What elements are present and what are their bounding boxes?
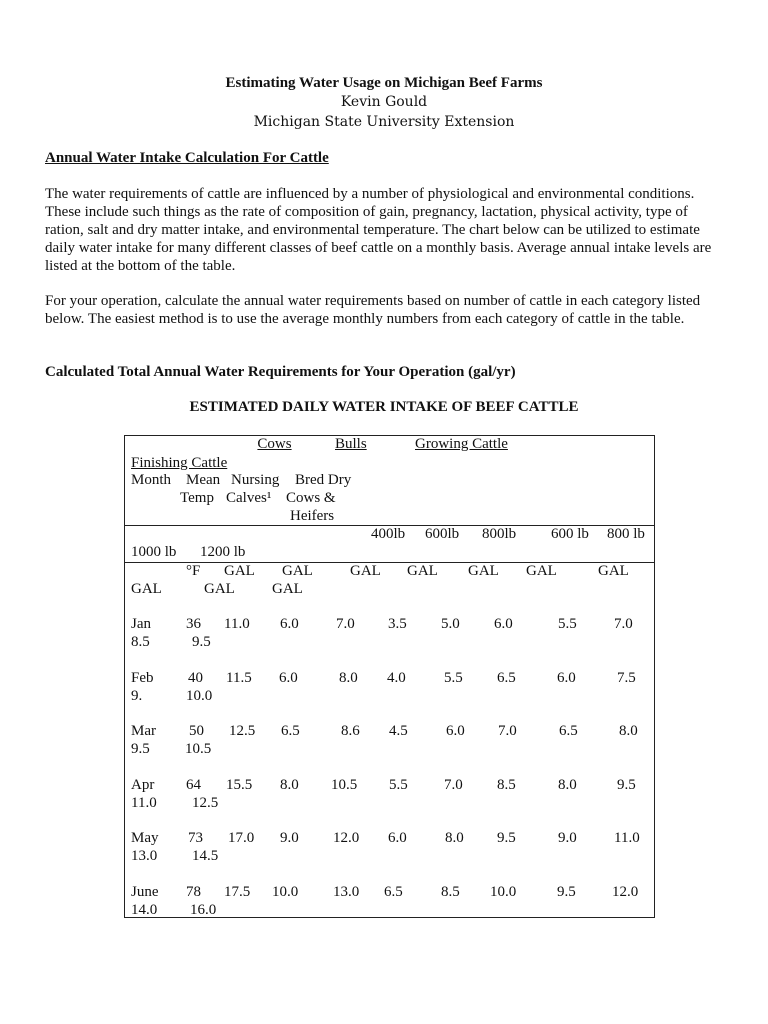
- value-cell: 12.5: [192, 795, 219, 811]
- finishing-1000-header: 1000 lb: [131, 544, 177, 560]
- unit-gal: GAL: [468, 563, 499, 579]
- value-cell: 7.0: [336, 616, 355, 632]
- value-cell: 9.5: [617, 777, 636, 793]
- value-cell: 11.0: [224, 616, 250, 632]
- value-cell: 14.0: [131, 902, 158, 918]
- bulls-group-header: Bulls: [335, 436, 367, 452]
- unit-gal: GAL: [350, 563, 381, 579]
- value-cell: 8.5: [441, 884, 460, 900]
- value-cell: 3.5: [388, 616, 407, 632]
- value-cell: 13.0: [333, 884, 360, 900]
- heifers-col-header: Heifers: [290, 508, 335, 524]
- value-cell: 9.5: [131, 741, 150, 757]
- finishing-1200-header: 1200 lb: [200, 544, 246, 560]
- value-cell: 17.5: [224, 884, 251, 900]
- value-cell: 6.0: [557, 670, 576, 686]
- calculation-heading: Calculated Total Annual Water Requirements for Your Operation (gal/yr): [45, 364, 516, 380]
- temp-col-header: Temp: [180, 490, 214, 506]
- paragraph-line: For your operation, calculate the annual water requirements based on number of cattle in each category listed: [45, 293, 701, 309]
- cows-and-col-header: Cows &: [286, 490, 336, 506]
- temp-cell: 78: [186, 884, 201, 900]
- month-cell: June: [131, 884, 159, 900]
- value-cell: 10.0: [186, 688, 213, 704]
- unit-gal: GAL: [282, 563, 313, 579]
- month-cell: Jan: [131, 616, 151, 632]
- value-cell: 6.5: [497, 670, 516, 686]
- value-cell: 11.5: [226, 670, 252, 686]
- unit-gal: GAL: [526, 563, 557, 579]
- unit-gal: GAL: [598, 563, 629, 579]
- temp-cell: 50: [189, 723, 204, 739]
- value-cell: 5.5: [444, 670, 463, 686]
- table-divider: [124, 562, 655, 563]
- calves-col-header: Calves¹: [226, 490, 272, 506]
- value-cell: 8.6: [341, 723, 360, 739]
- value-cell: 11.0: [614, 830, 640, 846]
- value-cell: 6.0: [388, 830, 407, 846]
- month-col-header: Month: [131, 472, 172, 488]
- value-cell: 13.0: [131, 848, 158, 864]
- value-cell: 9.5: [192, 634, 211, 650]
- month-cell: Mar: [131, 723, 156, 739]
- finishing-800-header: 800 lb: [607, 526, 645, 542]
- value-cell: 9.5: [557, 884, 576, 900]
- value-cell: 7.0: [498, 723, 517, 739]
- unit-gal: GAL: [204, 581, 235, 597]
- value-cell: 8.5: [497, 777, 516, 793]
- temp-cell: 73: [188, 830, 203, 846]
- value-cell: 7.0: [614, 616, 633, 632]
- temp-cell: 36: [186, 616, 201, 632]
- instructions-paragraph: [45, 292, 725, 328]
- value-cell: 8.5: [131, 634, 150, 650]
- intro-paragraph: [45, 185, 725, 275]
- value-cell: 6.5: [281, 723, 300, 739]
- value-cell: 8.0: [619, 723, 638, 739]
- paragraph-line: listed at the bottom of the table.: [45, 258, 236, 274]
- value-cell: 17.0: [228, 830, 255, 846]
- value-cell: 9.0: [280, 830, 299, 846]
- value-cell: 4.5: [389, 723, 408, 739]
- table-title: ESTIMATED DAILY WATER INTAKE OF BEEF CATTLE: [189, 399, 579, 415]
- nursing-col-header: Nursing: [231, 472, 280, 488]
- finishing-600-header: 600 lb: [551, 526, 589, 542]
- paragraph-line: These include such things as the rate of composition of gain, pregnancy, lactation, physical activity, type of: [45, 204, 688, 220]
- weight-600-header: 600lb: [425, 526, 460, 542]
- value-cell: 10.0: [490, 884, 517, 900]
- value-cell: 9.0: [558, 830, 577, 846]
- value-cell: 10.5: [185, 741, 212, 757]
- bred-dry-col-header: Bred Dry: [295, 472, 352, 488]
- value-cell: 12.5: [229, 723, 256, 739]
- temp-cell: 40: [188, 670, 203, 686]
- value-cell: 12.0: [333, 830, 360, 846]
- value-cell: 10.5: [331, 777, 358, 793]
- value-cell: 7.0: [444, 777, 463, 793]
- unit-fahrenheit: °F: [186, 563, 201, 579]
- paragraph-line: below. The easiest method is to use the average monthly numbers from each category of cattle in the table.: [45, 311, 685, 327]
- paragraph-line: ration, salt and dry matter intake, and environmental temperature. The chart below can be utilized to estimate: [45, 222, 700, 238]
- temp-cell: 64: [186, 777, 201, 793]
- month-cell: Feb: [131, 670, 154, 686]
- value-cell: 14.5: [192, 848, 219, 864]
- value-cell: 5.5: [389, 777, 408, 793]
- value-cell: 8.0: [558, 777, 577, 793]
- cows-group-header: Cows: [257, 436, 292, 452]
- paragraph-line: The water requirements of cattle are influenced by a number of physiological and environmental conditions.: [45, 186, 695, 202]
- weight-800-header: 800lb: [482, 526, 517, 542]
- value-cell: 6.0: [280, 616, 299, 632]
- author-name: Kevin Gould: [340, 94, 428, 110]
- section-heading: Annual Water Intake Calculation For Cattle: [45, 150, 329, 166]
- value-cell: 8.0: [280, 777, 299, 793]
- value-cell: 16.0: [190, 902, 217, 918]
- month-cell: May: [131, 830, 159, 846]
- value-cell: 6.5: [384, 884, 403, 900]
- document-title: Estimating Water Usage on Michigan Beef Farms: [225, 75, 543, 91]
- value-cell: 12.0: [612, 884, 639, 900]
- value-cell: 5.5: [558, 616, 577, 632]
- finishing-group-header: Finishing Cattle: [131, 455, 228, 471]
- unit-gal: GAL: [407, 563, 438, 579]
- institution-name: Michigan State University Extension: [253, 114, 515, 130]
- weight-400-header: 400lb: [371, 526, 406, 542]
- value-cell: 9.5: [497, 830, 516, 846]
- value-cell: 11.0: [131, 795, 157, 811]
- value-cell: 8.0: [339, 670, 358, 686]
- unit-gal: GAL: [224, 563, 255, 579]
- value-cell: 6.0: [494, 616, 513, 632]
- value-cell: 6.5: [559, 723, 578, 739]
- mean-col-header: Mean: [186, 472, 221, 488]
- growing-group-header: Growing Cattle: [415, 436, 508, 452]
- value-cell: 15.5: [226, 777, 253, 793]
- value-cell: 4.0: [387, 670, 406, 686]
- value-cell: 9.: [131, 688, 143, 704]
- unit-gal: GAL: [272, 581, 303, 597]
- value-cell: 6.0: [446, 723, 465, 739]
- value-cell: 8.0: [445, 830, 464, 846]
- value-cell: 10.0: [272, 884, 299, 900]
- month-cell: Apr: [131, 777, 155, 793]
- value-cell: 6.0: [279, 670, 298, 686]
- unit-gal: GAL: [131, 581, 162, 597]
- value-cell: 5.0: [441, 616, 460, 632]
- paragraph-line: daily water intake for many different classes of beef cattle on a monthly basis. Average annual intake levels are: [45, 240, 712, 256]
- value-cell: 7.5: [617, 670, 636, 686]
